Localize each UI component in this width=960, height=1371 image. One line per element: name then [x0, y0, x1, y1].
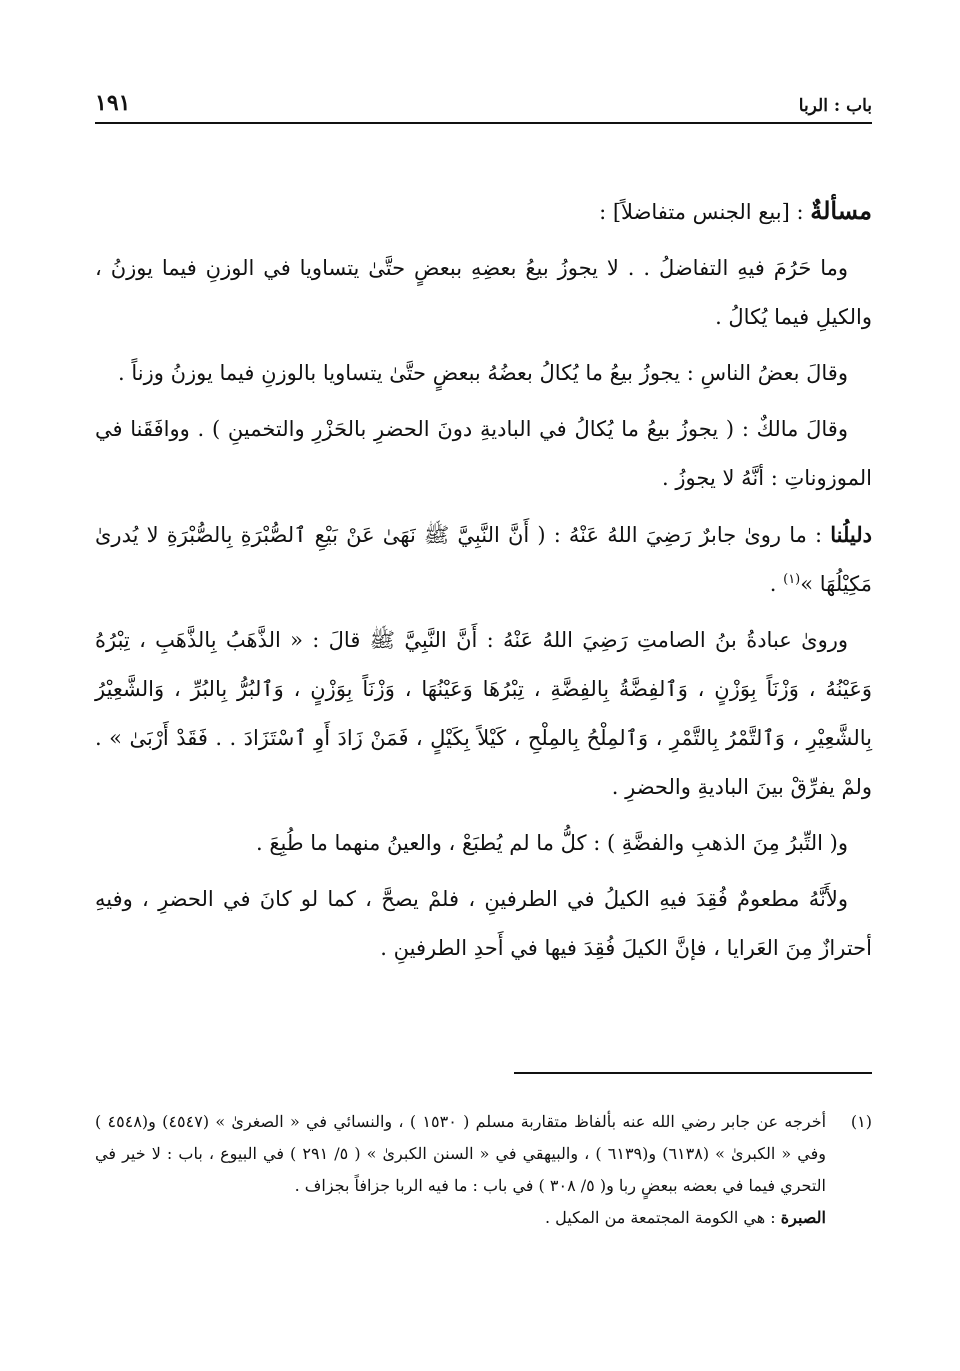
running-head: باب : الربا — [798, 96, 872, 116]
paragraph-6: و( التِّبرُ مِنَ الذهبِ والفضَّةِ ) : كلُّ ما لم يُطبَعْ ، والعينُ منهما ما طُبِعَ . — [255, 831, 848, 855]
footnotes — [95, 1106, 872, 1234]
paragraph-7: ولأَنَّهُ مطعومٌ فُقِدَ فيهِ الكيلُ في الطرفينِ ، فلمْ يصحَّ ، كما لو كانَ في الحضرِ ، وفيهِ أحترازٌ مِنَ العَرايا ، فإنَّ الكيلَ فُقِدَ فيها في أَحدِ الطرفينِ . — [95, 887, 872, 960]
evidence-text: : ما روىٰ جابرٌ رَضِيَ اللهُ عَنْهُ : ( أَنَّ النَّبِيَّ ﷺ نَهَىٰ عَنْ بَيْعِ ٱلصُّبْرَةِ بِالصُّبْرَةِ لا يُدرىٰ مَكِيْلُهَا » — [95, 523, 872, 596]
definition-term: الصبرة — [780, 1208, 826, 1227]
footnote-number: (١) — [850, 1112, 872, 1131]
footnote-text: أخرجه عن جابر رضي الله عنه بألفاظ متقاربة مسلم ( ١٥٣٠ ) ، والنسائي في « الصغرىٰ » (٤٥٤٧) و(٤٥٤٨ ) وفي « الكبرىٰ » (٦١٣٨) و(٦١٣٩ ) ، والبيهقي في « السنن الكبرىٰ » ( ٥/ ٢٩١ ) في البيوع ، باب : لا خير في التحري فيما في بعضه ببعضٍ ربا و( ٥/ ٣٠٨ ) في باب : ما فيه الربا جزافاً بجزاف . — [95, 1112, 827, 1195]
paragraph-2: وقالَ بعضُ الناسِ : يجوزُ بيعُ ما يُكالُ بعضُهُ ببعضٍ حتَّىٰ يتساويا بالوزنِ فيما يوزنُ وزناً . — [118, 361, 848, 385]
paragraph-5: وروىٰ عبادةُ بنُ الصامتِ رَضِيَ اللهُ عَنْهُ : أَنَّ النَّبِيَّ ﷺ قالَ : « الذَّهَبُ بِالذَّهَبِ ، تِبْرُهُ وَعَيْنُهُ ، وَزْنَاً بِوَزْنٍ ، وَٱلفِضَّةُ بِالفِضَّةِ ، تِبْرُهَا وَعَيْنُهَا ، وَزْنَاً بِوَزْنٍ ، وَٱلبُرُّ بِالبُرِّ ، وَالشَّعِيْرُ بِالشَّعِيْرِ ، وَٱلتَّمْرُ بِالتَّمْرِ ، وَٱلمِلْحُ بِالمِلْحِ ، كَيْلاً بِكَيْلٍ ، فَمَنْ زَادَ أَوِ ٱسْتَزَادَ . . فَقَدْ أَرْبَىٰ » . ولمْ يفرِّقْ بينَ الباديةِ والحضرِ . — [95, 628, 872, 799]
footnote-definition — [95, 1202, 872, 1234]
evidence-end: . — [769, 572, 784, 596]
footnote-divider — [514, 1072, 872, 1074]
section-heading — [95, 186, 872, 237]
section-title: : [بيع الجنس متفاضلاً] : — [599, 200, 811, 224]
definition-text: : هي الكومة المجتمعة من المكيل . — [544, 1208, 781, 1227]
paragraph-3: وقالَ مالكٌ : ( يجوزُ بيعُ ما يُكالُ في الباديةِ دونَ الحضرِ بالحَزْرِ والتخمينِ ) . ووافَقَنا في الموزوناتِ : أنَّهُ لا يجوزُ . — [95, 417, 872, 490]
footnote-ref[interactable]: (١) — [783, 572, 801, 587]
section-label: مسألةٌ — [810, 196, 872, 225]
page-number: ١٩١ — [95, 90, 131, 116]
evidence-label: دليلُنا — [830, 522, 872, 547]
footnote-1 — [95, 1106, 872, 1202]
paragraph-evidence — [95, 510, 872, 609]
paragraph-1: وما حَرُمَ فيهِ التفاضلُ . . لا يجوزُ بيعُ بعضِهِ ببعضٍ حتَّىٰ يتساويا في الوزنِ فيما يوزنُ ، والكيلِ فيما يُكالُ . — [95, 256, 872, 329]
body-text — [95, 186, 872, 980]
page-header — [95, 84, 872, 124]
